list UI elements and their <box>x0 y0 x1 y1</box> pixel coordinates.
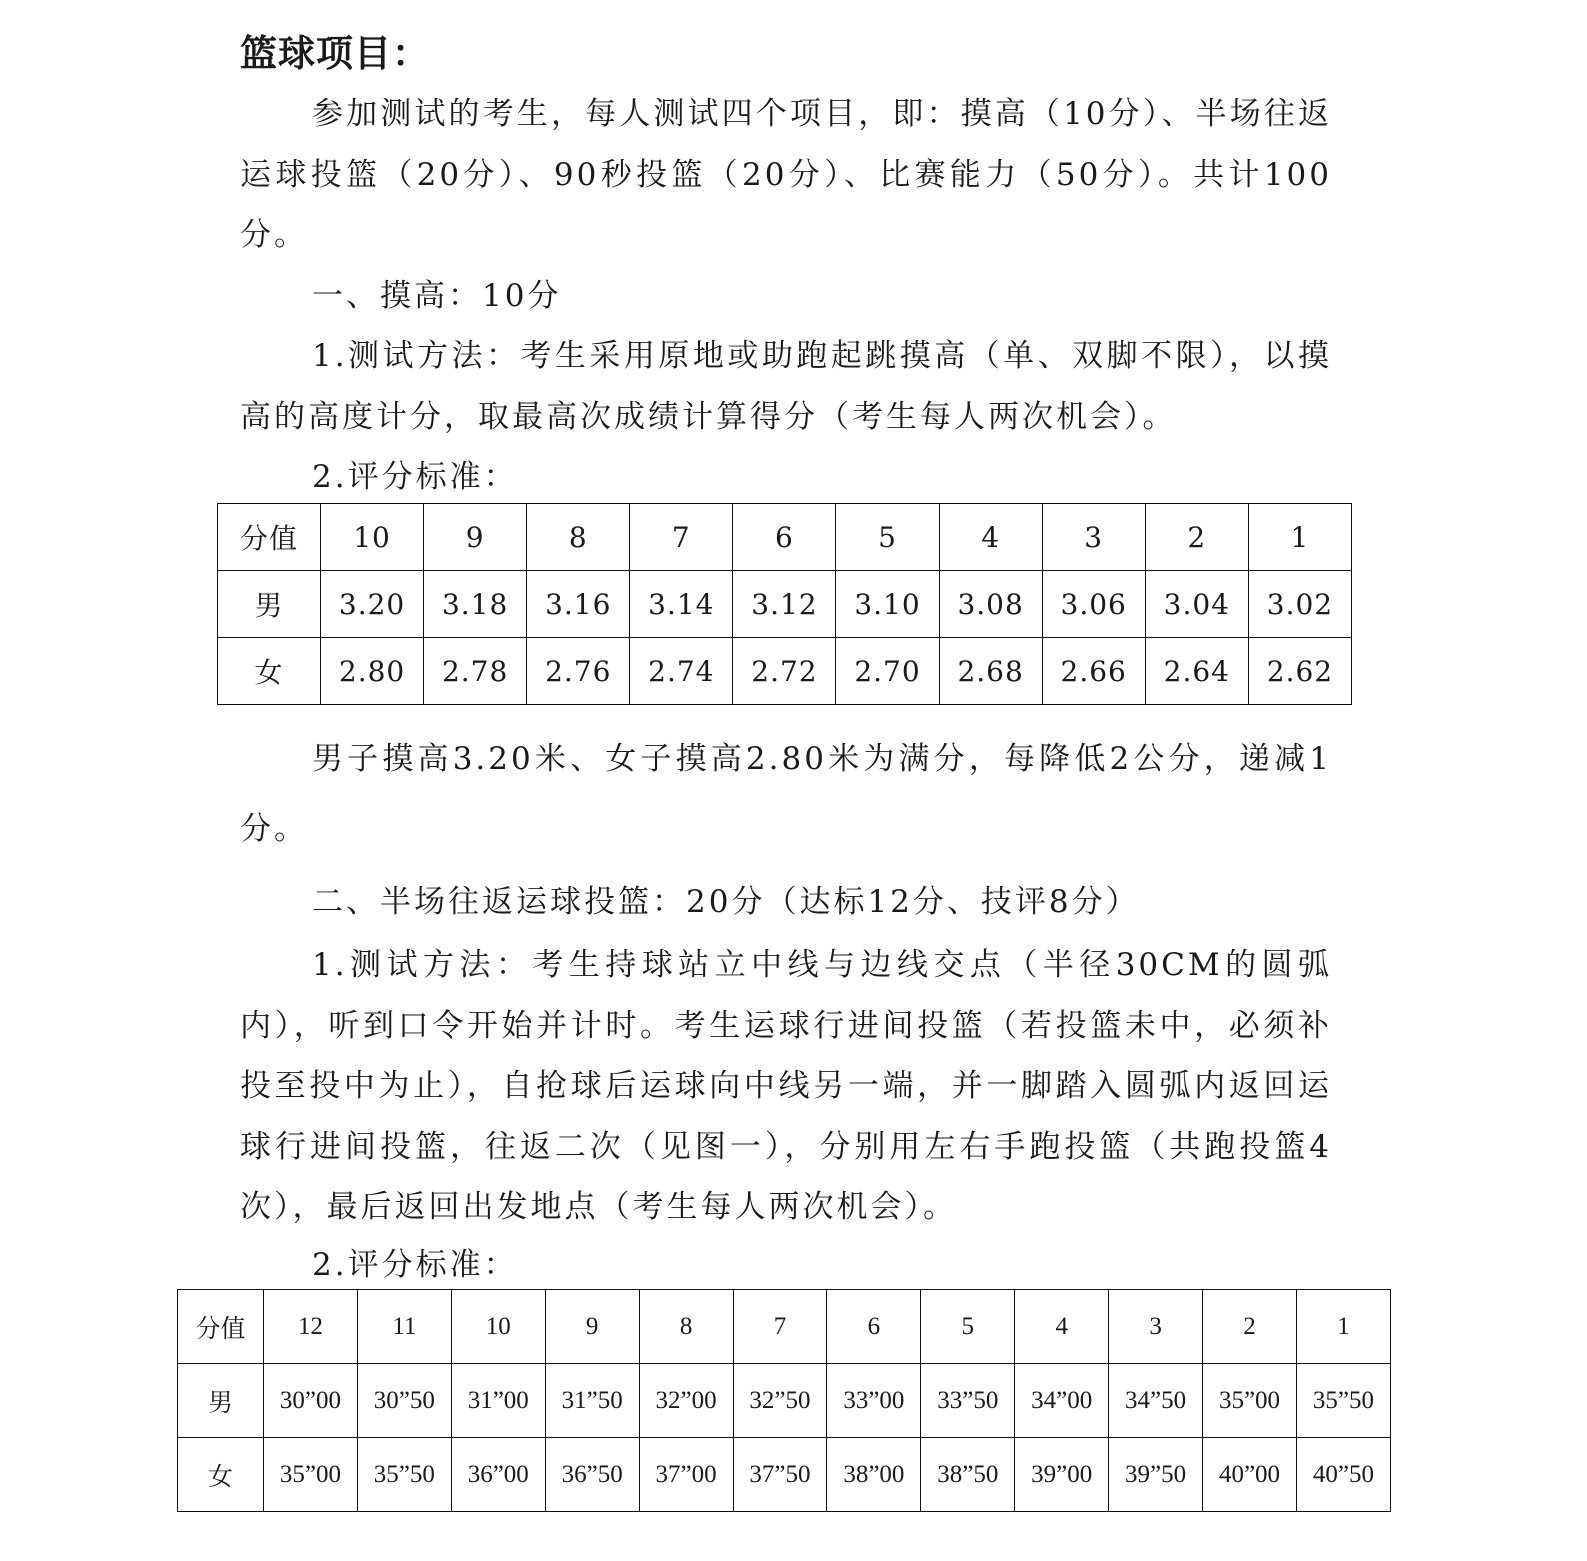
table-cell-score: 5 <box>921 1290 1015 1364</box>
table-row-label: 女 <box>218 638 321 705</box>
table-row-male <box>218 571 1352 638</box>
table-cell-value: 3.18 <box>424 571 527 638</box>
table-cell-value: 3.02 <box>1248 571 1351 638</box>
table-cell-value: 3.14 <box>630 571 733 638</box>
table-cell-value: 2.66 <box>1042 638 1145 705</box>
table-row-scores <box>178 1290 1391 1364</box>
document-heading: 篮球项目： <box>240 32 430 75</box>
shuttle-dribble-score-table <box>177 1289 1391 1512</box>
table-cell-value: 3.04 <box>1145 571 1248 638</box>
table-cell-value: 32”00 <box>639 1364 733 1438</box>
table-cell-score: 9 <box>424 504 527 571</box>
table-cell-value: 40”00 <box>1203 1438 1297 1512</box>
table-cell-score: 6 <box>733 504 836 571</box>
table-cell-value: 37”00 <box>639 1438 733 1512</box>
table-row-label: 男 <box>178 1364 264 1438</box>
table-cell-score: 10 <box>321 504 424 571</box>
table-cell-value: 33”50 <box>921 1364 1015 1438</box>
table-cell-score: 11 <box>357 1290 451 1364</box>
section1-criteria-label: 2.评分标准： <box>312 459 518 495</box>
table-cell-value: 3.10 <box>836 571 939 638</box>
table-cell-value: 38”50 <box>921 1438 1015 1512</box>
table-cell-value: 35”50 <box>357 1438 451 1512</box>
table-cell-score: 2 <box>1145 504 1248 571</box>
table-cell-value: 36”50 <box>545 1438 639 1512</box>
table-cell-score: 10 <box>451 1290 545 1364</box>
table-cell-value: 3.20 <box>321 571 424 638</box>
table-cell-score: 9 <box>545 1290 639 1364</box>
table-cell-value: 3.08 <box>939 571 1042 638</box>
table-cell-value: 31”50 <box>545 1364 639 1438</box>
table-cell-value: 40”50 <box>1296 1438 1390 1512</box>
table-header-label: 分值 <box>218 504 321 571</box>
table-cell-score: 6 <box>827 1290 921 1364</box>
table-cell-value: 37”50 <box>733 1438 827 1512</box>
table-cell-value: 2.78 <box>424 638 527 705</box>
table-cell-value: 31”00 <box>451 1364 545 1438</box>
table-row-female <box>178 1438 1391 1512</box>
section2-method: 1.测试方法：考生持球站立中线与边线交点（半径30CM的圆弧内），听到口令开始并计时。考生运球行进间投篮（若投篮未中，必须补投至投中为止），自抢球后运球向中线另一端，并一脚踏入圆弧内返回运球行进间投篮，往返二次（见图一），分别用左右手跑投篮（共跑投篮4次），最后返回出发地点（考生每人两次机会）。 <box>240 947 1332 1225</box>
table-cell-score: 2 <box>1203 1290 1297 1364</box>
table-cell-value: 34”00 <box>1015 1364 1109 1438</box>
section2-title: 二、半场往返运球投篮：20分（达标12分、技评8分） <box>312 884 1140 920</box>
table-cell-score: 3 <box>1042 504 1145 571</box>
table-row-male <box>178 1364 1391 1438</box>
table-cell-value: 34”50 <box>1109 1364 1203 1438</box>
table-cell-value: 2.70 <box>836 638 939 705</box>
table-cell-value: 32”50 <box>733 1364 827 1438</box>
section2-criteria-label: 2.评分标准： <box>312 1247 518 1283</box>
table-cell-value: 2.72 <box>733 638 836 705</box>
table-cell-score: 5 <box>836 504 939 571</box>
table-cell-score: 3 <box>1109 1290 1203 1364</box>
table-cell-value: 39”50 <box>1109 1438 1203 1512</box>
table-cell-value: 3.06 <box>1042 571 1145 638</box>
intro-paragraph: 参加测试的考生，每人测试四个项目，即：摸高（10分）、半场往返运球投篮（20分）、90秒投篮（20分）、比赛能力（50分）。共计100分。 <box>240 96 1332 253</box>
table-cell-score: 1 <box>1296 1290 1390 1364</box>
section1-title: 一、摸高：10分 <box>312 278 562 314</box>
table-cell-value: 30”00 <box>264 1364 358 1438</box>
table-row-scores <box>218 504 1352 571</box>
table-cell-score: 4 <box>1015 1290 1109 1364</box>
table-cell-score: 1 <box>1248 504 1351 571</box>
table-cell-score: 8 <box>527 504 630 571</box>
table-cell-value: 39”00 <box>1015 1438 1109 1512</box>
table-row-label: 男 <box>218 571 321 638</box>
table-cell-value: 36”00 <box>451 1438 545 1512</box>
section1-note: 男子摸高3.20米、女子摸高2.80米为满分，每降低2公分，递减1分。 <box>240 741 1332 847</box>
table-cell-value: 2.76 <box>527 638 630 705</box>
table-cell-value: 38”00 <box>827 1438 921 1512</box>
table-cell-value: 30”50 <box>357 1364 451 1438</box>
table-cell-value: 3.16 <box>527 571 630 638</box>
table-cell-value: 35”00 <box>264 1438 358 1512</box>
table-cell-score: 7 <box>733 1290 827 1364</box>
table-cell-value: 2.68 <box>939 638 1042 705</box>
table-cell-value: 2.80 <box>321 638 424 705</box>
table-cell-value: 35”00 <box>1203 1364 1297 1438</box>
table-cell-value: 2.62 <box>1248 638 1351 705</box>
table-cell-score: 7 <box>630 504 733 571</box>
table-cell-score: 4 <box>939 504 1042 571</box>
touch-height-score-table <box>217 503 1352 705</box>
table-cell-score: 8 <box>639 1290 733 1364</box>
table-cell-value: 33”00 <box>827 1364 921 1438</box>
section1-method: 1.测试方法：考生采用原地或助跑起跳摸高（单、双脚不限），以摸高的高度计分，取最高次成绩计算得分（考生每人两次机会）。 <box>240 338 1332 435</box>
table-row-label: 女 <box>178 1438 264 1512</box>
table-cell-value: 2.64 <box>1145 638 1248 705</box>
table-cell-score: 12 <box>264 1290 358 1364</box>
table-cell-value: 35”50 <box>1296 1364 1390 1438</box>
table-row-female <box>218 638 1352 705</box>
table-header-label: 分值 <box>178 1290 264 1364</box>
table-cell-value: 2.74 <box>630 638 733 705</box>
table-cell-value: 3.12 <box>733 571 836 638</box>
